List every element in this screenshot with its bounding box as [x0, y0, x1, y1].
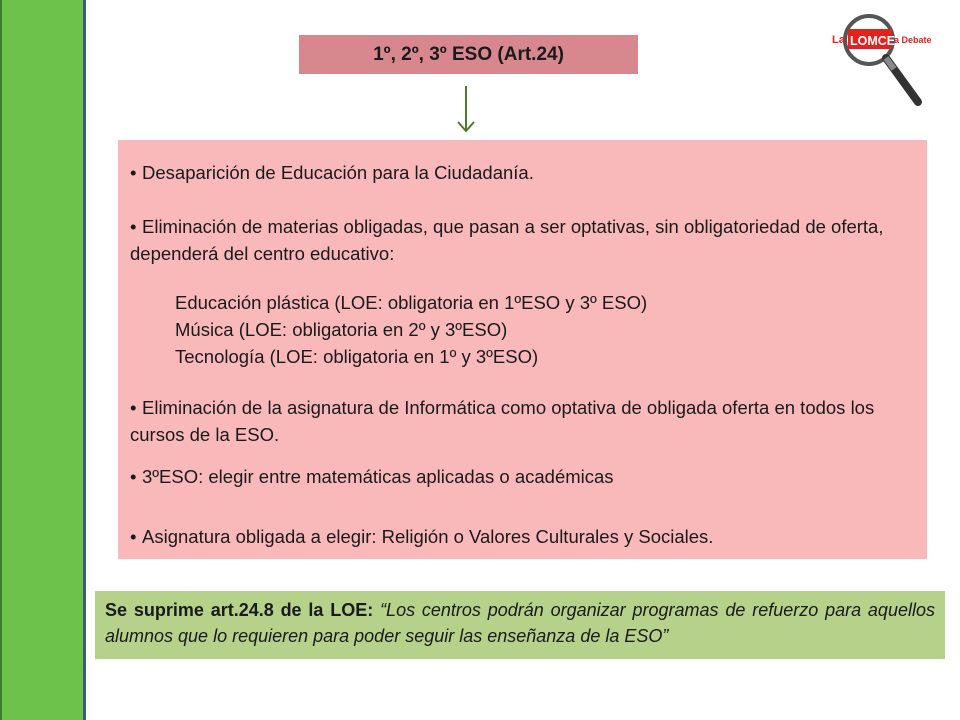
- bullet-icon: •: [130, 162, 137, 183]
- list-item: [130, 523, 915, 550]
- bullet-icon: •: [130, 397, 137, 418]
- bullet-text: Asignatura obligada a elegir: Religión o Valores Culturales y Sociales.: [142, 526, 714, 547]
- logo-suffix: a Debate: [894, 35, 932, 45]
- list-item: [130, 159, 915, 186]
- page-title: [299, 35, 638, 74]
- bullet-text: Eliminación de materias obligadas, que pasan a ser optativas, sin obligatoriedad de oferta, dependerá del centro educativo:: [130, 216, 884, 264]
- bullet-text: Eliminación de la asignatura de Informática como optativa de obligada oferta en todos los cursos de la ESO.: [130, 397, 875, 445]
- list-item: [130, 394, 915, 448]
- subject-item: Educación plástica (LOE: obligatoria en 1ºESO y 3º ESO): [175, 292, 648, 313]
- note-lead: Se suprime art.24.8 de la LOE:: [105, 600, 374, 620]
- note-panel: [95, 591, 945, 659]
- side-bar: [0, 0, 86, 720]
- page-title-text: 1º, 2º, 3º ESO (Art.24): [373, 43, 564, 65]
- down-arrow-icon: [454, 86, 478, 134]
- lomce-logo: [826, 12, 934, 108]
- bullet-text: 3ºESO: elegir entre matemáticas aplicadas o académicas: [142, 466, 614, 487]
- note-quote: “Los centros podrán organizar programas de refuerzo para aquellos alumnos que lo requieren para poder seguir las enseñanza de la ESO”: [105, 600, 935, 646]
- list-item: [130, 463, 915, 490]
- logo-prefix: La: [832, 34, 845, 46]
- list-item: [130, 213, 915, 267]
- bullet-icon: •: [130, 466, 137, 487]
- bullet-icon: •: [130, 216, 137, 237]
- bullet-icon: •: [130, 526, 137, 547]
- changes-panel: [118, 140, 927, 559]
- subject-list: [175, 289, 647, 370]
- logo-word: LOMCE: [850, 34, 896, 48]
- subject-item: Tecnología (LOE: obligatoria en 1º y 3ºESO): [175, 346, 539, 367]
- subject-item: Música (LOE: obligatoria en 2º y 3ºESO): [175, 319, 508, 340]
- bullet-text: Desaparición de Educación para la Ciudadanía.: [142, 162, 534, 183]
